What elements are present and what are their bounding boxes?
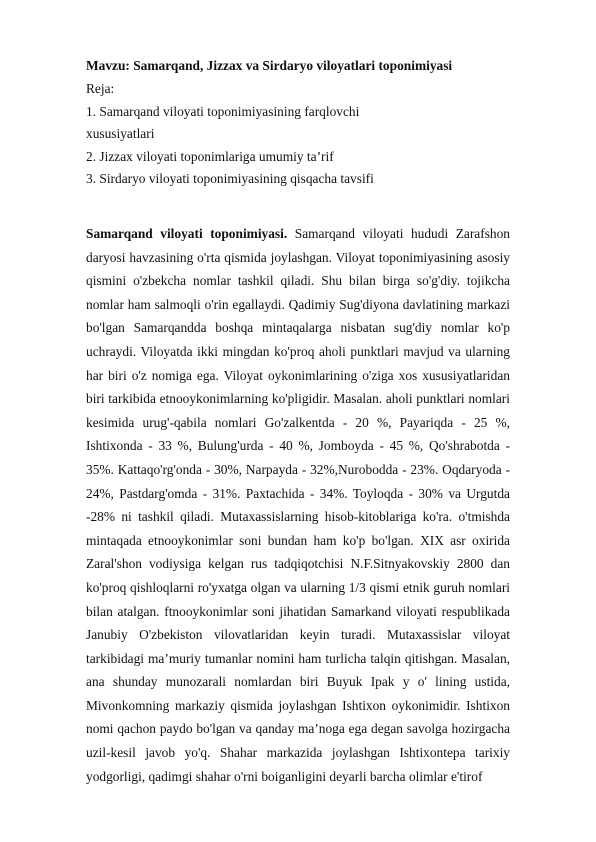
section-lead: Samarqand viloyati toponimiyasi. — [86, 226, 288, 241]
section-paragraph — [86, 222, 510, 788]
plan-item: 1. Samarqand viloyati toponimiyasining farqlovchi — [86, 103, 360, 119]
plan-item: 3. Sirdaryo viloyati toponimiyasining qisqacha tavsifi — [86, 171, 374, 186]
plan-heading: Reja: — [86, 81, 115, 96]
plan-list — [86, 81, 374, 194]
plan-item: xususiyatlari — [86, 126, 155, 141]
section-body: Samarqand viloyati hududi Zarafshon daryosi havzasining o'rta qismida joylashgan. Viloyat toponimiyasining asosiy qismini o'zbekcha nomlar tashkil qiladi. Shu bilan birga so'g'diy. tojikcha nomlar ham salmoqli o'rin egallaydi. Qadimiy Sug'diyona davlatining markazi bo'lgan Samarqandda boshqa mintaqalarga nisbatan sug'diy nomlar ko'p uchraydi. Viloyatda ikki mingdan ko'proq aholi punktlari mavjud va ularning har biri o'z nomiga ega. Viloyat oykonimlarining o'ziga xos xususiyatlaridan biri tarkibida etnooykonimlarning ko'pligidir. Masalan. aholi punktlari nomlari kesimida urug'-qabila nomlari Go'zalkentda - 20 %, Payariqda - 25 %, Ishtixonda - 33 %, Bulung'urda - 40 %, Jomboyda - 45 %, Qo'shrabotda - 35%. Kattaqo'rg'onda - 30%, Narpayda - 32%,Nurobodda - 23%. Oqdaryoda - 24%, Pastdarg'omda - 31%. Paxtachida - 34%. Toyloqda - 30% va Urgutda -28% ni tashkil qiladi. Mutaxassislarning hisob-kitoblariga ko'ra. o'tmishda mintaqada etnooykonimlar soni bundan ham ko'p bo'lgan. XIX asr oxirida Zaral'shon vodiysiga kelgan rus tadqiqotchisi N.F.Sitnyakovskiy 2800 dan ko'proq qishloqlarni ro'yxatga olgan va ularning 1/3 qismi etnik guruh nomlari bilan atalgan. ftnooykonimlar soni jihatidan Samarkand viloyati respublikada Janubiy O'zbekiston vilovatlaridan keyin turadi. Mutaxassislar viloyat tarkibidagi ma’muriy tumanlar nomini ham turlicha talqin qitishgan. Masalan, ana shunday munozarali nomlardan biri Buyuk Ipak y o' lining ustida, Mivonkomning markaziy qismida joylashgan Ishtixon oykonimidir. Ishtixon nomi qachon paydo bo'lgan va qanday ma’noga ega degan savolga hozirgacha uzil-kesil javob yo'q. Shahar markazida joylashgan Ishtixontepa tarixiy yodgorligi, qadimgi shahar o'rni boiganligini deyarli barcha olimlar e'tirof — [86, 226, 510, 784]
plan-item: 2. Jizzax viloyati toponimlariga umumiy ta’rif — [86, 148, 334, 164]
document-title: Mavzu: Samarqand, Jizzax va Sirdaryo viloyatlari toponimiyasi — [86, 58, 453, 73]
